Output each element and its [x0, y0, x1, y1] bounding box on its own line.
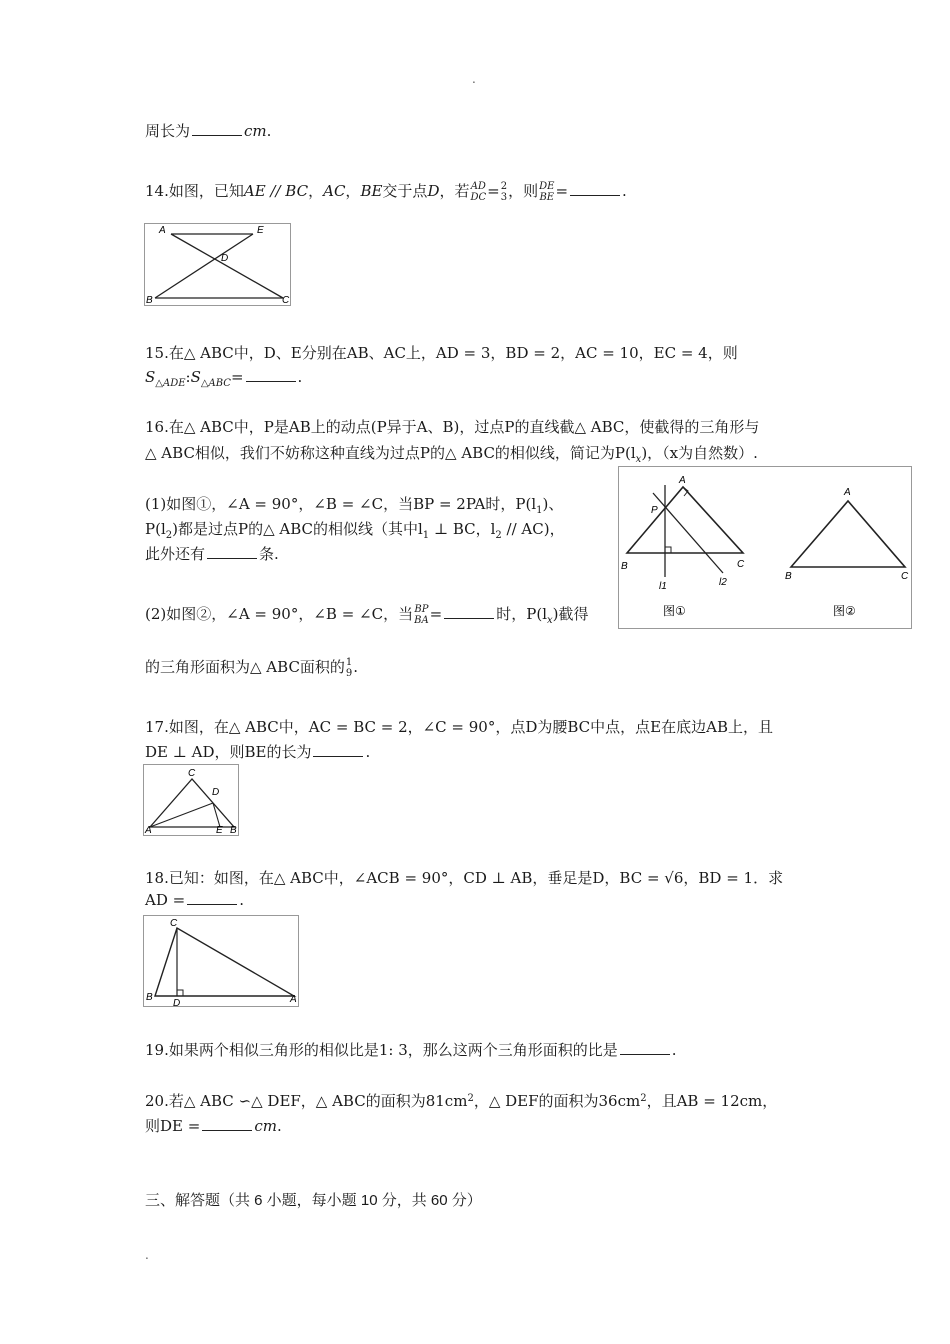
- q18-line1: [145, 867, 783, 888]
- q18-triangle: [155, 928, 294, 996]
- q15-number: 15.: [145, 344, 169, 362]
- q18-label-d: D: [173, 998, 181, 1006]
- q14-cond3: BE: [360, 182, 383, 200]
- q16-part1-line2: [145, 518, 565, 541]
- q16-p2-end: .: [353, 658, 359, 676]
- q14-diagram: [145, 224, 290, 305]
- q16-p1l3-end: 条.: [259, 545, 279, 563]
- q18-blank[interactable]: [187, 903, 237, 905]
- q16-part1-line1: [145, 493, 563, 516]
- q17-seg-ad: [150, 803, 213, 827]
- header-dot: .: [472, 72, 476, 86]
- q17-label-d: D: [212, 787, 220, 798]
- q17-label-c: C: [188, 768, 196, 779]
- q16-p1l2a: P(l: [145, 520, 166, 538]
- q16-p2-sub: x: [547, 615, 553, 626]
- q14-label-d: D: [221, 253, 229, 264]
- q16-p1-sub1: 1: [536, 505, 543, 516]
- q14-cond1: AE // BC: [243, 182, 309, 200]
- q14-label-b: B: [146, 295, 153, 305]
- q18-label-b: B: [146, 992, 153, 1003]
- q16-p1l2c: ⊥ BC，l: [429, 520, 496, 538]
- q16-fig1-caption: 图①: [663, 604, 686, 618]
- q16-p2-frac: BP BA: [414, 604, 429, 626]
- q16-fig1-label-a: A: [679, 475, 686, 486]
- q17-triangle: [150, 779, 234, 827]
- q16-fig1-label-l1: l1: [659, 581, 667, 592]
- q14-frac2: 2 3: [500, 181, 508, 203]
- q19-body: 如果两个相似三角形的相似比是1: 3，那么这两个三角形面积的比是: [168, 1041, 618, 1059]
- q16-fig1-label-p: P: [651, 505, 658, 516]
- q16-p1-blank[interactable]: [207, 557, 257, 559]
- q18-text1: 已知：如图，在△ ABC中，∠ACB = 90°，CD ⊥ AB，垂足是D，BC = √6，BD = 1．求: [168, 869, 784, 887]
- q16-fig1-triangle: [627, 487, 743, 553]
- q16-p1-sub4: 2: [495, 530, 502, 541]
- q17-line2: [145, 741, 370, 762]
- q19-text: [145, 1039, 677, 1060]
- q14-sep2: ，: [345, 182, 361, 200]
- q15-blank[interactable]: [246, 380, 296, 382]
- q14-cond2: AC: [323, 182, 346, 200]
- q16-p2a: (2)如图②，∠A = 90°，∠B = ∠C，当: [145, 605, 414, 623]
- q16-p2-frac2: 1 9: [345, 657, 353, 679]
- q14-t2: 交于点: [382, 182, 428, 200]
- q20-number: 20.: [145, 1092, 169, 1110]
- q18-label-c: C: [170, 918, 178, 929]
- q16-fig1-l2: [653, 493, 723, 573]
- q16-text2b: )，（x为自然数）.: [641, 444, 758, 462]
- q15-s2: S: [190, 368, 201, 386]
- q14-number: 14.: [145, 182, 169, 200]
- q18-figure: [143, 915, 299, 1007]
- q14-label-a: A: [159, 225, 166, 236]
- q16-p1a: (1)如图①，∠A = 90°，∠B = ∠C，当BP = 2PA时，P(l: [145, 495, 537, 513]
- q16-fig1-label-b: B: [621, 561, 628, 572]
- q17-number: 17.: [145, 718, 169, 736]
- q17-end: .: [365, 743, 371, 761]
- q20-line2: [145, 1115, 282, 1136]
- q14-t4: ，则: [508, 182, 539, 200]
- q13-prefix: 周长为: [145, 122, 191, 140]
- q19-blank[interactable]: [620, 1053, 670, 1055]
- q19-end: .: [671, 1041, 677, 1059]
- q16-fig2-triangle: [791, 501, 905, 567]
- q16-p2b: 时，P(l: [496, 605, 547, 623]
- q14-blank[interactable]: [570, 194, 620, 196]
- q17-text1: 如图，在△ ABC中，AC = BC = 2，∠C = 90°，点D为腰BC中点，点E在底边AB上，且: [168, 718, 773, 736]
- q16-text1: 在△ ABC中，P是AB上的动点(P异于A、B)，过点P的直线截△ ABC，使截得的三角形与: [168, 418, 760, 436]
- q17-figure: [143, 764, 239, 836]
- q16-p2c: )截得: [552, 605, 589, 623]
- q17-diagram: [144, 765, 238, 835]
- q14-seg-be: [155, 234, 253, 298]
- q16-p2-eq: =: [429, 605, 443, 623]
- q15-text: 在△ ABC中，D、E分别在AB、AC上，AD = 3，BD = 2，AC = 10，EC = 4，则: [168, 344, 738, 362]
- q16-fig2-caption: 图②: [833, 604, 856, 618]
- q20-text1c: ，且AB = 12cm，: [646, 1092, 778, 1110]
- q15-s1: S: [145, 368, 156, 386]
- q16-p2-blank[interactable]: [444, 617, 494, 619]
- q17-text2: DE ⊥ AD，则BE的长为: [145, 743, 312, 761]
- q16-text2-sub: x: [635, 454, 642, 465]
- q15-line1: [145, 342, 738, 363]
- q20-end: .: [276, 1117, 282, 1135]
- q17-label-e: E: [216, 825, 223, 835]
- q18-label-a: A: [290, 994, 297, 1005]
- q18-end: .: [239, 891, 244, 909]
- q16-fig2-label-c: C: [901, 571, 909, 582]
- q20-text1a: 若△ ABC ∽△ DEF，△ ABC的面积为81cm: [168, 1092, 468, 1110]
- q17-blank[interactable]: [313, 755, 363, 757]
- q16-figure: [618, 466, 912, 629]
- q14-eq1: =: [487, 182, 500, 200]
- q17-label-b: B: [230, 825, 237, 835]
- q14-text: [145, 180, 627, 203]
- q16-p1-sub3: 1: [422, 530, 430, 541]
- q13-end: .: [266, 122, 272, 140]
- q14-point: D: [427, 182, 440, 200]
- q16-part2-line2: [145, 656, 358, 679]
- q19-number: 19.: [145, 1041, 169, 1059]
- q14-frac1: AD DC: [470, 181, 487, 203]
- q16-p1l2d: // AC)，: [501, 520, 565, 538]
- q16-fig2-label-a: A: [844, 487, 851, 498]
- footer-dot: .: [145, 1248, 149, 1262]
- q14-end: .: [622, 182, 627, 200]
- q13-tail: [145, 120, 271, 141]
- q17-label-a: A: [145, 825, 152, 835]
- q18-diagram: [144, 916, 298, 1006]
- q16-p1-sub2: 2: [165, 530, 173, 541]
- q17-line1: [145, 716, 773, 737]
- q16-number: 16.: [145, 418, 169, 436]
- q16-p2l2: 的三角形面积为△ ABC面积的: [145, 658, 345, 676]
- q20-text1b: ，△ DEF的面积为36cm: [473, 1092, 641, 1110]
- q20-text2: 则DE =: [145, 1117, 201, 1135]
- q15-s1-sub: △ADE: [155, 378, 186, 389]
- q16-line2: [145, 442, 758, 465]
- q13-unit: cm: [244, 122, 267, 140]
- q14-frac3: DE BE: [539, 181, 555, 203]
- q20-sup1: 2: [467, 1093, 474, 1104]
- q15-line2: [145, 368, 302, 389]
- q20-sup2: 2: [640, 1093, 647, 1104]
- q18-line2: [145, 891, 244, 909]
- section3-title: 三、解答题（共 6 小题，每小题 10 分，共 60 分）: [145, 1192, 482, 1209]
- q20-unit: cm: [254, 1117, 277, 1135]
- q18-right-angle-d: [177, 990, 183, 996]
- q14-t3: ，若: [439, 182, 470, 200]
- q16-p1l2b: )都是过点P的△ ABC的相似线（其中l: [172, 520, 423, 538]
- q16-p1b: )、: [542, 495, 564, 513]
- q13-blank[interactable]: [192, 134, 242, 136]
- q14-figure: [144, 223, 291, 306]
- q15-end: .: [297, 368, 303, 386]
- q14-label-c: C: [282, 295, 290, 305]
- q16-fig1-label-l2: l2: [719, 577, 727, 588]
- q15-colon: :: [185, 368, 191, 386]
- q18-number: 18.: [145, 869, 169, 887]
- q16-diagram: [619, 467, 911, 628]
- q14-label-e: E: [257, 225, 264, 236]
- q15-eq: =: [230, 368, 244, 386]
- q14-sep1: ，: [308, 182, 324, 200]
- q15-s2-sub: △ABC: [200, 378, 231, 389]
- q14-eq2: =: [555, 182, 569, 200]
- q20-line1: [145, 1090, 777, 1111]
- q14-seg-ac: [171, 234, 283, 298]
- q16-text2a: △ ABC相似，我们不妨称这种直线为过点P的△ ABC的相似线，简记为P(l: [145, 444, 636, 462]
- q16-line1: [145, 416, 759, 437]
- q16-part2-line1: [145, 603, 589, 626]
- q16-fig2-label-b: B: [785, 571, 792, 582]
- q20-blank[interactable]: [202, 1129, 252, 1131]
- q16-p1l3: 此外还有: [145, 545, 206, 563]
- q14-t1: 如图，已知: [168, 182, 244, 200]
- q16-fig1-label-c: C: [737, 559, 745, 570]
- q18-text2: AD =: [145, 891, 186, 909]
- q16-fig1-right-angle-l1: [665, 547, 671, 553]
- q16-part1-line3: [145, 543, 279, 564]
